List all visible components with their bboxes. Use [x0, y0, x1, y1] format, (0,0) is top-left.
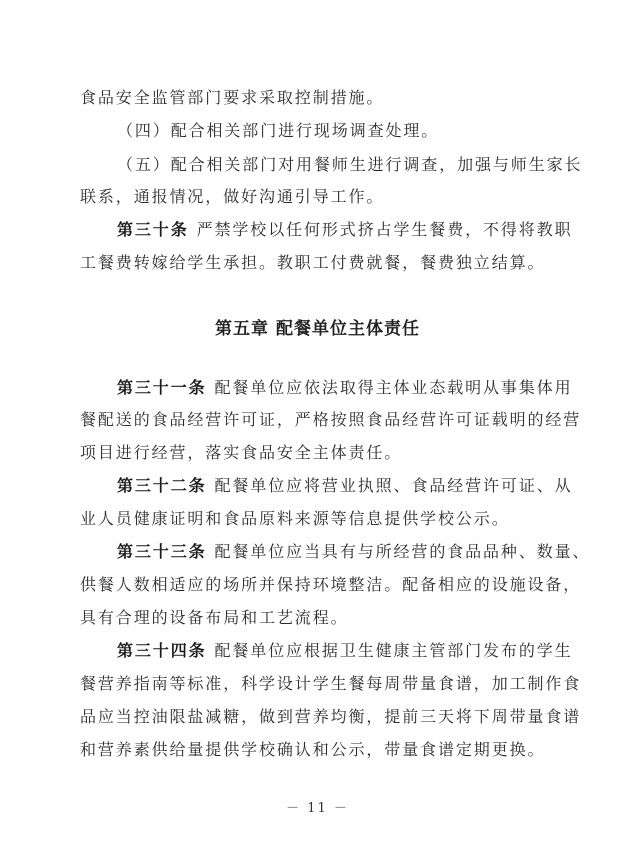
- article-30-line-2: 工餐费转嫁给学生承担。教职工付费就餐，餐费独立结算。: [80, 253, 546, 272]
- article-33-line-3: 具有合理的设备布局和工艺流程。: [80, 608, 349, 627]
- article-34-line-1: [117, 641, 573, 661]
- article-32-label: 第三十二条: [117, 476, 207, 495]
- article-34-line-3: 品应当控油限盐减糖，做到营养均衡，提前三天将下周带量食谱: [80, 707, 582, 726]
- article-34-label: 第三十四条: [117, 641, 207, 660]
- article-32-text-1: 配餐单位应将营业执照、食品经营许可证、从: [214, 476, 573, 495]
- article-34-line-4: 和营养素供给量提供学校确认和公示，带量食谱定期更换。: [80, 740, 546, 759]
- article-34-line-2: 餐营养指南等标准，科学设计学生餐每周带量食谱，加工制作食: [80, 674, 582, 693]
- article-30-text-1: 严禁学校以任何形式挤占学生餐费，不得将教职: [196, 220, 573, 239]
- article-32-line-2: 业人员健康证明和食品原料来源等信息提供学校公示。: [80, 509, 510, 528]
- item-4: （四）配合相关部门进行现场调查处理。: [117, 121, 440, 140]
- article-33-line-1: [117, 542, 590, 562]
- chapter-title: 第五章 配餐单位主体责任: [215, 319, 420, 339]
- article-31-line-2: 餐配送的食品经营许可证，严格按照食品经营许可证载明的经营: [80, 410, 582, 429]
- item-5-line-1: （五）配合相关部门对用餐师生进行调查，加强与师生家长: [117, 155, 583, 174]
- article-32-line-1: [117, 476, 573, 496]
- article-30-label: 第三十条: [117, 220, 189, 239]
- article-31-text-1: 配餐单位应依法取得主体业态载明从事集体用: [214, 378, 573, 397]
- article-31-line-1: [117, 378, 573, 398]
- article-34-text-1: 配餐单位应根据卫生健康主管部门发布的学生: [214, 641, 573, 660]
- article-33-label: 第三十三条: [117, 542, 207, 561]
- page-number: － 11 －: [286, 801, 349, 816]
- article-33-line-2: 供餐人数相适应的场所并保持环境整洁。配备相应的设施设备，: [80, 575, 582, 594]
- article-31-label: 第三十一条: [117, 378, 207, 397]
- article-31-line-3: 项目进行经营，落实食品安全主体责任。: [80, 443, 403, 462]
- opening-line-1: 食品安全监管部门要求采取控制措施。: [80, 88, 385, 107]
- article-30-line-1: [117, 220, 573, 240]
- item-5-line-2: 联系，通报情况，做好沟通引导工作。: [80, 187, 385, 206]
- article-33-text-1: 配餐单位应当具有与所经营的食品品种、数量、: [214, 542, 591, 561]
